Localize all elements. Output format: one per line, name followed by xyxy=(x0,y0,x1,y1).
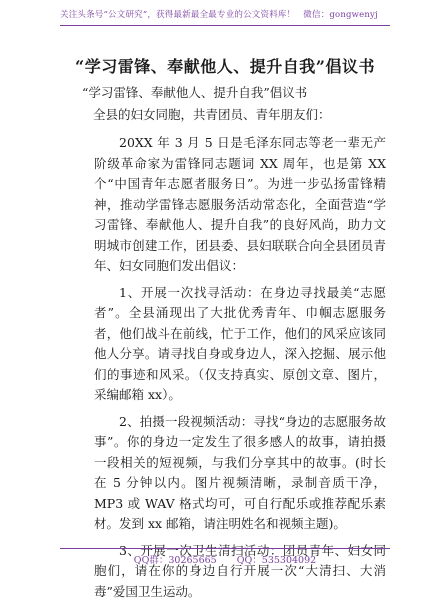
document-subtitle: “学习雷锋、奉献他人、提升自我”倡议书 xyxy=(82,85,308,100)
header-notice: 关注头条号“公文研究”，获得最新最全最专业的公文资料库！ xyxy=(60,10,296,20)
body-paragraph-item-2: 2、拍摄一段视频活动：寻找“身边的志愿服务故事”。你的身边一定发生了很多感人的故事，请拍摄一段相关的短视频，与我们分享其中的故事。(时长在 5 分钟以内。图片视频清晰，录制音质干净，MP3 或 WAV 格式均可，可自行配乐或推荐配乐素材。发到 xx 邮箱，请注明姓名和视频主题)。 xyxy=(94,413,386,531)
footer-qq-group: QQ群：30265665 xyxy=(133,555,217,566)
footer-qq: QQ：535304092 xyxy=(236,555,317,566)
body-paragraph-item-1: 1、开展一次找寻活动：在身边寻找最美“志愿者”。全县涌现出了大批优秀青年、巾帼志愿服务者，他们战斗在前线，忙于工作，他们的风采应该同他人分享。请寻找自身或身边人，深入挖掘、展示他们的事迹和风采。（仅支持真实、原创文章、图片，采编邮箱 xx）。 xyxy=(94,284,386,402)
footer-divider xyxy=(60,548,390,549)
document-greeting: 全县的妇女同胞，共青团员、青年朋友们： xyxy=(93,107,331,122)
page-header xyxy=(60,8,390,20)
body-paragraph-item-3: 3、开展一次卫生清扫活动：团员青年、妇女同胞们，请在你的身边自行开展一次“大清扫、大消毒”爱国卫生运动。 xyxy=(94,542,386,599)
document-title: “学习雷锋、奉献他人、提升自我”倡议书 xyxy=(75,57,375,76)
header-contact: 微信：gongwenyj xyxy=(303,10,378,20)
header-divider xyxy=(60,25,390,26)
page-footer xyxy=(60,552,390,566)
body-paragraph-intro: 20XX 年 3 月 5 日是毛泽东同志等老一辈无产阶级革命家为雷锋同志题词 XX 周年，也是第 XX 个“中国青年志愿者服务日”。为进一步弘扬雷锋精神，推动学雷锋志愿服务活动常态化，全面营造“学习雷锋、奉献他人、提升自我”的良好风尚，助力文明城市创建工作，团县委、县妇联联合向全县团员青年、妇女同胞们发出倡议： xyxy=(94,135,386,273)
document-body xyxy=(94,133,386,608)
